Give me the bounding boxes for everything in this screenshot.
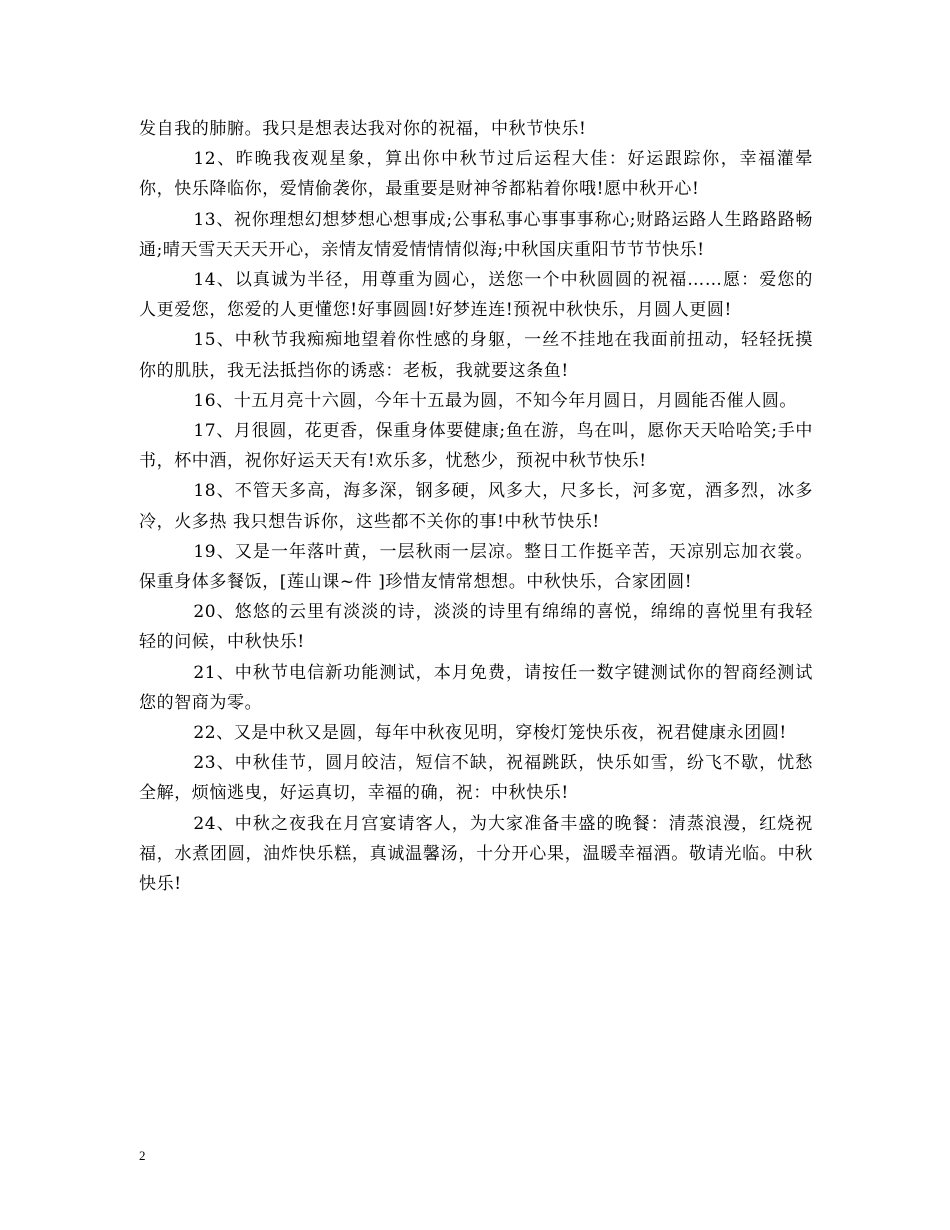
- paragraph-item-22: 22、又是中秋又是圆，每年中秋夜见明，穿梭灯笼快乐夜，祝君健康永团圆!: [193, 723, 787, 744]
- paragraph-item-20: 20、悠悠的云里有淡淡的诗，淡淡的诗里有绵绵的喜悦，绵绵的喜悦里有我轻轻的问候，中秋快乐!: [139, 602, 813, 653]
- paragraph-item-16: 16、十五月亮十六圆，今年十五最为圆，不知今年月圆日，月圆能否催人圆。: [193, 390, 798, 411]
- paragraph-item-15: 15、中秋节我痴痴地望着你性感的身躯，一丝不挂地在我面前扭动，轻轻抚摸你的肌肤，我无法抵挡你的诱惑：老板，我就要这条鱼!: [139, 330, 813, 381]
- document-body: [139, 114, 813, 899]
- paragraph-continued: 发自我的肺腑。我只是想表达我对你的祝福，中秋节快乐!: [139, 119, 587, 139]
- paragraph-item-24: 24、中秋之夜我在月宫宴请客人，为大家准备丰盛的晚餐：清蒸浪漫，红烧祝福，水煮团圆，油炸快乐糕，真诚温馨汤，十分开心果，温暖幸福酒。敬请光临。中秋快乐!: [139, 813, 813, 895]
- paragraph-item-19: 19、又是一年落叶黄，一层秋雨一层凉。整日工作挺辛苦，天凉别忘加衣裳。保重身体多餐饭，[莲山课~件 ]珍惜友情常想想。中秋快乐，合家团圆!: [139, 541, 813, 593]
- paragraph-item-12: 12、昨晚我夜观星象，算出你中秋节过后运程大佳：好运跟踪你，幸福灌晕你，快乐降临你，爱情偷袭你，最重要是财神爷都粘着你哦!愿中秋开心!: [139, 149, 813, 200]
- paragraph-item-13: 13、祝你理想幻想梦想心想事成;公事私事心事事事称心;财路运路人生路路路畅通;晴天雪天天天开心，亲情友情爱情情情似海;中秋国庆重阳节节节快乐!: [139, 209, 813, 260]
- page-number: 2: [139, 1148, 146, 1163]
- paragraph-item-23: 23、中秋佳节，圆月皎洁，短信不缺，祝福跳跃，快乐如雪，纷飞不歇，忧愁全解，烦恼逃曳，好运真切，幸福的确，祝：中秋快乐!: [139, 753, 813, 804]
- paragraph-item-18: 18、不管天多高，海多深，钢多硬，风多大，尺多长，河多宽，酒多烈，冰多冷，火多热 我只想告诉你，这些都不关你的事!中秋节快乐!: [139, 481, 813, 532]
- paragraph-item-21: 21、中秋节电信新功能测试，本月免费，请按任一数字键测试你的智商经测试您的智商为零。: [139, 662, 813, 713]
- paragraph-item-14: 14、以真诚为半径，用尊重为圆心，送您一个中秋圆圆的祝福……愿：爱您的人更爱您，您爱的人更懂您!好事圆圆!好梦连连!预祝中秋快乐，月圆人更圆!: [139, 270, 813, 321]
- paragraph-item-17: 17、月很圆，花更香，保重身体要健康;鱼在游，鸟在叫，愿你天天哈哈笑;手中书，杯中酒，祝你好运天天有!欢乐多，忧愁少，预祝中秋节快乐!: [139, 421, 813, 472]
